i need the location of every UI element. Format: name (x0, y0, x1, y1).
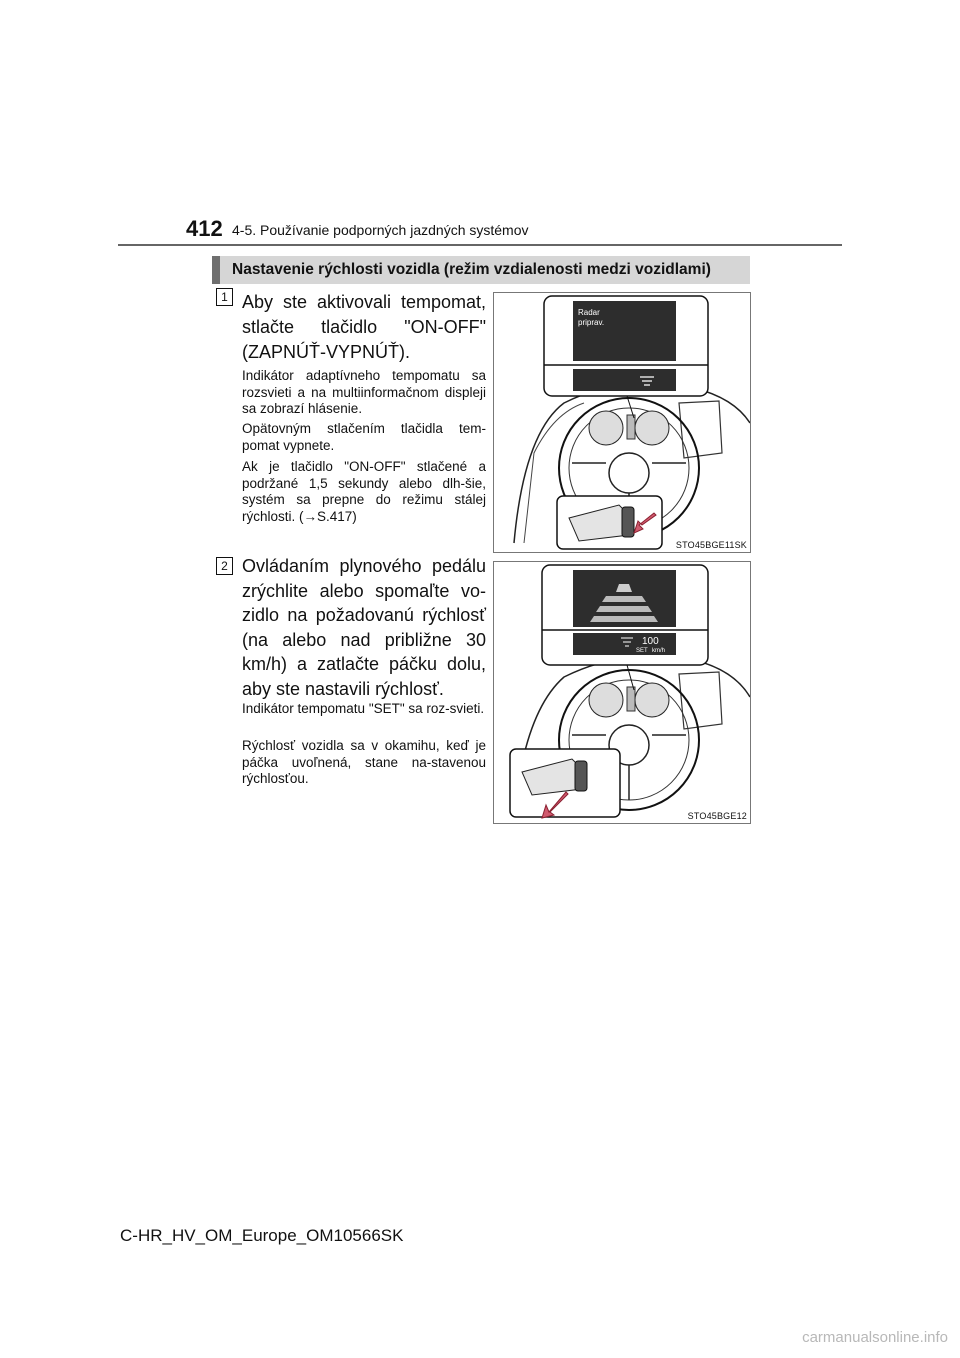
figure-code-1: STO45BGE11SK (675, 540, 747, 550)
step-2-note-1: Indikátor tempomatu "SET" sa roz-svieti. (242, 701, 485, 716)
step-1-note-2: Opätovným stlačením tlačidla tem-pomat vypnete. (242, 421, 486, 453)
step-number-2: 2 (216, 557, 233, 575)
display-set-label: SET (636, 648, 648, 654)
step-1-note-1: Indikátor adaptívneho tempomatu sa rozsvieti a na multiinformačnom displeji sa zobrazí hlásenie. (242, 368, 486, 416)
figure-steering-wheel-1 (493, 292, 751, 553)
step-number-1: 1 (216, 288, 233, 306)
display-text-radar: Radar (578, 308, 600, 317)
footer-document-id: C-HR_HV_OM_Europe_OM10566SK (120, 1226, 404, 1245)
heading-text: Nastavenie rýchlosti vozidla (režim vzdialenosti medzi vozidlami) (232, 261, 711, 278)
page-number: 412 (186, 216, 223, 241)
step-1-note-3: Ak je tlačidlo "ON-OFF" stlačené a podržané 1,5 sekundy alebo dlh-šie, systém sa prepne do režimu stálej rýchlosti. (→S.417) (242, 459, 486, 524)
step-2-instruction: Ovládaním plynového pedálu zrýchlite alebo spomaľte vo-zidlo na požadovanú rýchlosť (na alebo nad približne 30 km/h) a zatlačte páčku dolu, aby ste nastavili rýchlosť. (242, 556, 486, 699)
step-1-instruction: Aby ste aktivovali tempomat, stlačte tlačidlo "ON-OFF" (ZAPNÚŤ-VYPNÚŤ). (242, 292, 486, 362)
display-text-priprav: priprav. (578, 318, 605, 327)
steering-wheel-illustration-1 (494, 293, 750, 552)
display-unit: km/h (652, 648, 666, 654)
header-rule (118, 244, 842, 246)
watermark: carmanualsonline.info (802, 1329, 948, 1346)
step-2-note-2: Rýchlosť vozidla sa v okamihu, keď je páčka uvoľnená, stane na-stavenou rýchlosťou. (242, 738, 486, 786)
figure-code-2: STO45BGE12 (687, 811, 747, 821)
display-speed: 100 (642, 636, 659, 647)
heading-bar (212, 256, 750, 284)
figure-steering-wheel-2 (493, 561, 751, 824)
steering-wheel-illustration-2 (494, 562, 750, 823)
section-title: 4-5. Používanie podporných jazdných systémov (232, 222, 529, 238)
